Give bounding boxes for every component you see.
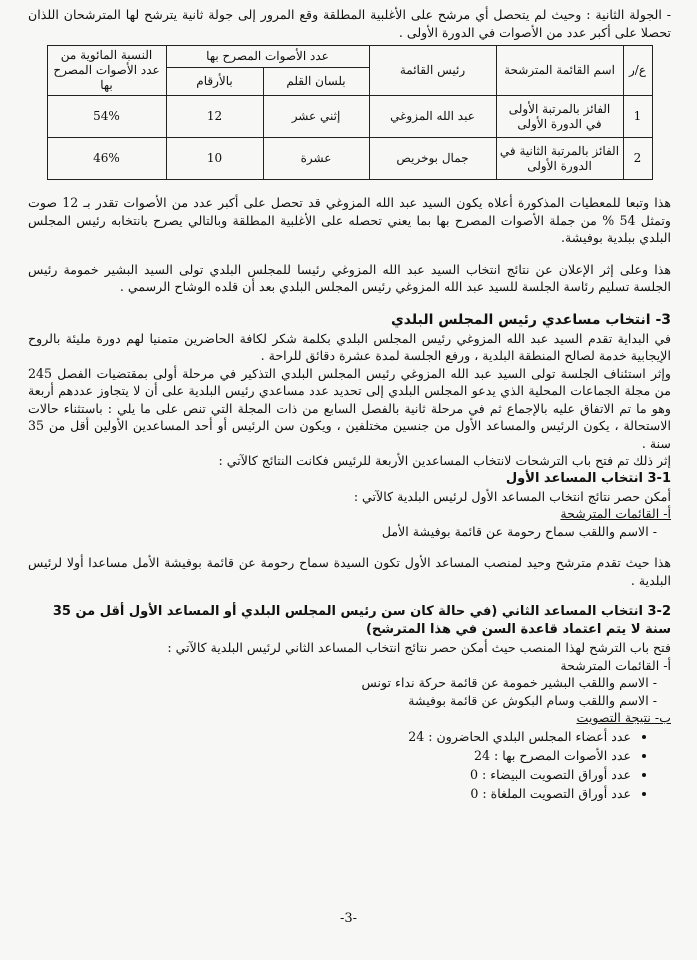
header-list-name: اسم القائمة المترشحة xyxy=(496,46,623,96)
list-item: - الاسم واللقب وسام البكوش عن قائمة بوفيشة xyxy=(28,692,657,710)
candidate-lists-label: أ- القائمات المترشحة xyxy=(560,506,671,521)
cell-num: 1 xyxy=(623,96,652,138)
article-paragraph: وإثر استئناف الجلسة تولى السيد عبد الله المزوغي رئيس المجلس البلدي التذكير في مرحلة أولى بمقتضيات الفصل 245 من مجلة الجماعات المحلية الذي يدعو المجلس البلدي إلى تحديد عدد مساعدي رئيس البلدية على أن لا يتجاوز عددهم أربعة وهو ما تم الاتفاق عليه بالإجماع ثم في مرحلة ثانية بالفصل السابع من ذات المجلة التي تنص على ما يلي : باستثناء حالات الاستحالة ، يكون الرئيس والمساعد الأول من جنسين مختلفين ، ويكون سن الرئيس أو أحد المساعدين الأولين أقل من 35 سنة . xyxy=(28,365,671,451)
subsection-3-1-heading: 3-1 انتخاب المساعد الأول xyxy=(505,470,671,486)
vote-result-list xyxy=(28,727,671,803)
cell-words: عشرة xyxy=(263,138,369,180)
first-assistant-results-line: أمكن حصر نتائج انتخاب المساعد الأول لرئيس البلدية كالآتي : xyxy=(353,488,671,504)
candidate-lists-label: أ- القائمات المترشحة xyxy=(560,657,671,673)
cell-percent: 46% xyxy=(47,138,166,180)
vote-result-label: ب- نتيجة التصويت xyxy=(576,710,671,725)
cell-list-name: الفائز بالمرتبة الثانية في الدورة الأولى xyxy=(496,138,623,180)
list-item: - الاسم واللقب البشير خمومة عن قائمة حركة نداء تونس xyxy=(28,674,657,692)
subsection-3-2-heading: 3-2 انتخاب المساعد الثاني (في حالة كان سن رئيس المجلس البلدي أو المساعد الأول أقل من 35 سنة لا يتم اعتماد قاعدة السن في هذا المترشح) xyxy=(52,604,671,637)
list-item: • عدد الأصوات المصرح بها : 24 xyxy=(28,746,631,765)
second-assistant-results-line: فتح باب الترشح لهذا المنصب حيث أمكن حصر نتائج انتخاب المساعد الثاني لرئيس البلدية كالآتي : xyxy=(167,640,671,655)
header-votes: عدد الأصوات المصرح بها xyxy=(166,46,369,68)
page-number: -3- xyxy=(339,911,358,926)
handover-paragraph: هذا وعلى إثر الإعلان عن نتائج انتخاب السيد عبد الله المزوغي رئيسا للمجلس البلدي تولى السيد البشير خمومة رئيس الجلسة تسليم رئاسة الجلسة للسيد عبد الله المزوغي رئيس المجلس البلدي بعد أن قلده الوشاح الرسمي . xyxy=(28,261,671,294)
section-3-heading: 3- انتخاب مساعدي رئيس المجلس البلدي xyxy=(390,311,671,328)
results-table xyxy=(47,45,653,180)
table-row xyxy=(47,96,652,138)
table-row xyxy=(47,138,652,180)
opening-paragraph: في البداية تقدم السيد عبد الله المزوغي رئيس المجلس البلدي بكلمة شكر لكافة الحاضرين متمنيا لهم دورة مليئة بالروح الإيجابية خدمة لصالح المنطقة البلدية ، ورفع الجلسة لمدة عشرة دقائق للراحة . xyxy=(28,330,671,363)
cell-head: عبد الله المزوغي xyxy=(369,96,496,138)
cell-digits: 12 xyxy=(166,96,263,138)
cell-words: إثني عشر xyxy=(263,96,369,138)
header-percent: النسبة المائوية من عدد الأصوات المصرح بها xyxy=(47,46,166,96)
header-votes-words: بلسان القلم xyxy=(263,67,369,95)
cell-percent: 54% xyxy=(47,96,166,138)
cell-list-name: الفائز بالمرتبة الأولى في الدورة الأولى xyxy=(496,96,623,138)
intro-paragraph: - الجولة الثانية : وحيث لم يتحصل أي مرشح على الأغلبية المطلقة وقع المرور إلى جولة ثانية يترشح لها المترشحان اللذان تحصلا على أكبر عدد من الأصوات في الدورة الأولى . xyxy=(28,7,672,40)
result-paragraph: هذا وتبعا للمعطيات المذكورة أعلاه يكون السيد عبد الله المزوغي قد تحصل على أكبر عدد من الأصوات تقدر بـ 12 صوت وتمثل 54 % من جملة الأصوات المصرح بها بما يعني تحصله على الأغلبية المطلقة وبالتالي يصرح بانتخابه رئيس المجلس البلدي ببلدية بوفيشة. xyxy=(28,195,671,245)
first-assistant-result-paragraph: هذا حيث تقدم مترشح وحيد لمنصب المساعد الأول تكون السيدة سماح رحومة عن قائمة بوفيشة الأمل مساعدا أولا لرئيس البلدية . xyxy=(28,555,671,588)
list-item: • عدد أعضاء المجلس البلدي الحاضرون : 24 xyxy=(28,727,631,746)
header-num: ع/ر xyxy=(623,46,652,96)
cell-num: 2 xyxy=(623,138,652,180)
header-votes-digits: بالأرقام xyxy=(166,67,263,95)
cell-digits: 10 xyxy=(166,138,263,180)
candidacy-paragraph: إثر ذلك تم فتح باب الترشحات لانتخاب المساعدين الأربعة للرئيس فكانت النتائج كالآتي : xyxy=(218,453,671,468)
cell-head: جمال بوخريص xyxy=(369,138,496,180)
candidate-list xyxy=(28,523,671,541)
list-item: • عدد أوراق التصويت البيضاء : 0 xyxy=(28,765,631,784)
candidate-list xyxy=(28,674,671,709)
list-item: - الاسم واللقب سماح رحومة عن قائمة بوفيشة الأمل xyxy=(28,523,657,541)
list-item: • عدد أوراق التصويت الملغاة : 0 xyxy=(28,784,631,803)
header-list-head: رئيس القائمة xyxy=(369,46,496,96)
